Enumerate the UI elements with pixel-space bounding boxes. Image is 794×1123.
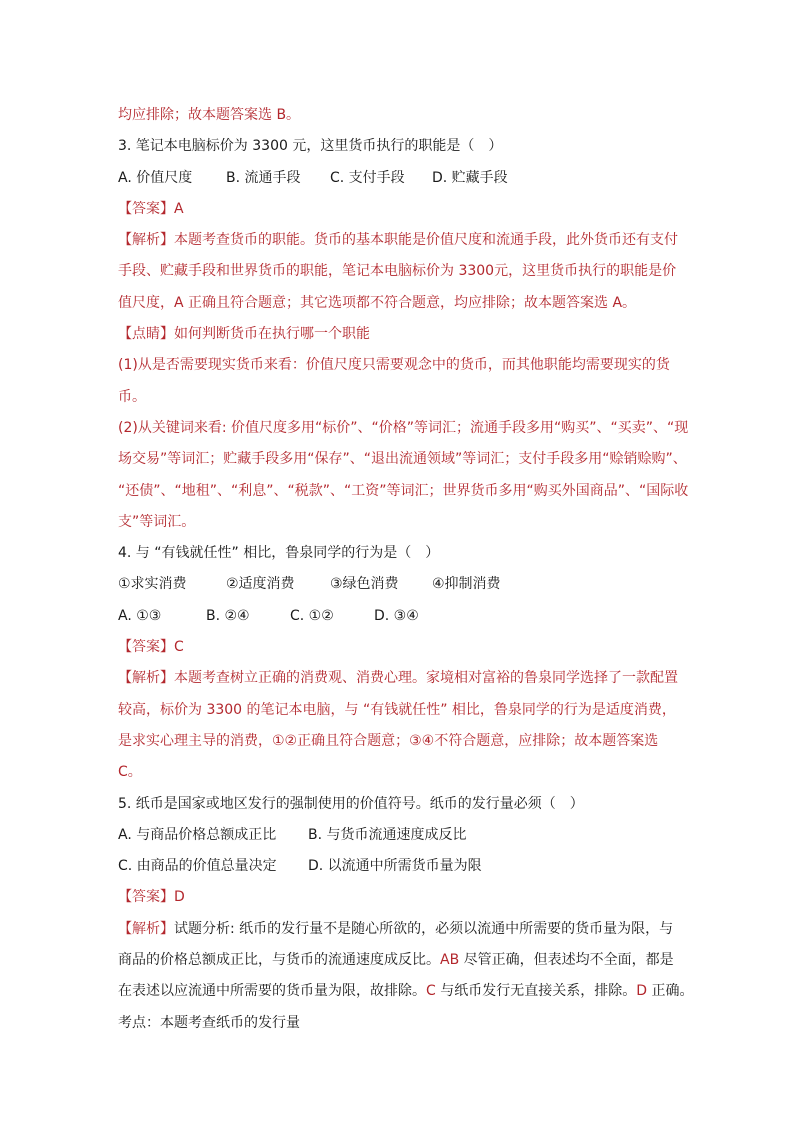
answer-tag: 【答案】 xyxy=(118,889,174,906)
item-2: ②适度消费 xyxy=(226,576,295,593)
question-5-analysis-line xyxy=(118,914,693,945)
option-c: C. 支付手段 xyxy=(330,169,405,186)
question-3-tip-line: 币。 xyxy=(118,388,146,405)
question-3-tip-line: (2)从关键词来看: 价值尺度多用“标价”、“价格”等词汇；流通手段多用“购买”、“买卖”、“现 xyxy=(118,419,689,436)
analysis-text: D xyxy=(636,983,648,1000)
option-a: A. 价值尺度 xyxy=(118,169,193,186)
answer-tag: 【答案】 xyxy=(118,200,174,217)
answer-value: C xyxy=(174,639,184,656)
analysis-text: 试题分析: 纸币的发行量不是随心所欲的，必须以流通中所需要的货币量为限，与 xyxy=(174,920,674,937)
question-5-kaodian: 考点：本题考查纸币的发行量 xyxy=(118,1014,300,1031)
question-3-tip-line: “还债”、“地租”、“利息”、“税款”、“工资”等词汇；世界货币多用“购买外国商品”、“国际收 xyxy=(118,482,689,499)
analysis-text: 商品的价格总额成正比，与货币的流通速度成反比。 xyxy=(118,952,440,969)
analysis-text: 与纸币发行无直接关系，排除。 xyxy=(435,983,637,1000)
analysis-text: 不符合题意，应排除；故本题答案选 xyxy=(434,732,659,749)
tip-tag: 【点睛】 xyxy=(118,326,174,343)
choice-c: C. ①② xyxy=(290,607,334,624)
question-4-analysis-line: C。 xyxy=(118,764,142,781)
analysis-text: AB xyxy=(440,952,460,969)
question-3-options xyxy=(118,163,693,194)
question-3-tip-line: 支”等词汇。 xyxy=(118,513,196,530)
tip-title: 如何判断货币在执行哪一个职能 xyxy=(174,326,370,343)
question-5-analysis-line xyxy=(118,945,693,976)
question-4-answer xyxy=(118,632,693,663)
question-3-tip-line: 场交易”等词汇；贮藏手段多用“保存”、“退出流通领域”等词汇；支付手段多用“赊销赊购”、 xyxy=(118,451,687,468)
analysis-text: ①② xyxy=(272,732,298,749)
question-3-tip-line: (1)从是否需要现实货币来看：价值尺度只需要观念中的货币，而其他职能均需要现实的货 xyxy=(118,357,670,374)
question-3-stem: 3. 笔记本电脑标价为 3300 元，这里货币执行的职能是（ ） xyxy=(118,138,503,155)
question-3-analysis-line xyxy=(118,225,693,256)
analysis-text: 正确。 xyxy=(647,983,694,1000)
question-4-analysis-line: 较高，标价为 3300 的笔记本电脑，与 “有钱就任性” 相比，鲁泉同学的行为是适度消费， xyxy=(118,701,676,718)
question-4-choices xyxy=(118,601,693,632)
choice-d: D. ③④ xyxy=(374,607,419,624)
option-c: C. 由商品的价值总量决定 xyxy=(118,858,277,875)
question-4-analysis-line xyxy=(118,726,693,757)
item-3: ③绿色消费 xyxy=(330,576,399,593)
option-b: B. 与货币流通速度成反比 xyxy=(308,826,467,843)
answer-value: D xyxy=(174,889,185,906)
question-5-options-row-2 xyxy=(118,851,693,882)
choice-a: A. ①③ xyxy=(118,607,162,624)
question-4-analysis-line xyxy=(118,663,693,694)
choice-b: B. ②④ xyxy=(206,607,250,624)
option-d: D. 以流通中所需货币量为限 xyxy=(308,858,482,875)
question-5-stem: 5. 纸币是国家或地区发行的强制使用的价值符号。纸币的发行量必须（ ） xyxy=(118,795,584,812)
question-4-stem: 4. 与 “有钱就任性” 相比，鲁泉同学的行为是（ ） xyxy=(118,545,440,562)
analysis-text: 正确且符合题意； xyxy=(297,732,410,749)
analysis-text: 本题考查树立正确的消费观、消费心理。家境相对富裕的鲁泉同学选择了一款配置 xyxy=(174,670,678,687)
analysis-text: 本题考查货币的职能。货币的基本职能是价值尺度和流通手段，此外货币还有支付 xyxy=(174,232,678,249)
analysis-text: C xyxy=(426,983,436,1000)
question-5-options-row-1 xyxy=(118,820,693,851)
analysis-text: ③④ xyxy=(409,732,435,749)
analysis-tag: 【解析】 xyxy=(118,920,174,937)
text-line xyxy=(118,100,693,131)
question-3-analysis-line: 手段、贮藏手段和世界货币的职能，笔记本电脑标价为 3300元，这里货币执行的职能是价 xyxy=(118,263,677,280)
question-5-answer xyxy=(118,882,693,913)
analysis-tag: 【解析】 xyxy=(118,232,174,249)
answer-value: A xyxy=(174,200,184,217)
question-3-analysis-line: 值尺度，A 正确且符合题意；其它选项都不符合题意，均应排除；故本题答案选 A。 xyxy=(118,294,637,311)
analysis-text: 是求实心理主导的消费， xyxy=(118,732,272,749)
option-d: D. 贮藏手段 xyxy=(432,169,508,186)
question-5-analysis-line xyxy=(118,976,693,1007)
analysis-text: 在表述以应流通中所需要的货币量为限，故排除。 xyxy=(118,983,426,1000)
document-body xyxy=(118,100,693,1039)
option-a: A. 与商品价格总额成正比 xyxy=(118,826,277,843)
question-4-items xyxy=(118,569,693,600)
option-b: B. 流通手段 xyxy=(226,169,301,186)
item-4: ④抑制消费 xyxy=(432,576,501,593)
item-1: ①求实消费 xyxy=(118,576,187,593)
analysis-text: 尽管正确，但表述均不全面，都是 xyxy=(459,952,674,969)
answer-tag: 【答案】 xyxy=(118,639,174,656)
question-3-answer xyxy=(118,194,693,225)
analysis-tag: 【解析】 xyxy=(118,670,174,687)
continued-analysis-text: 均应排除；故本题答案选 B。 xyxy=(118,107,301,123)
question-3-tip-line xyxy=(118,319,693,350)
